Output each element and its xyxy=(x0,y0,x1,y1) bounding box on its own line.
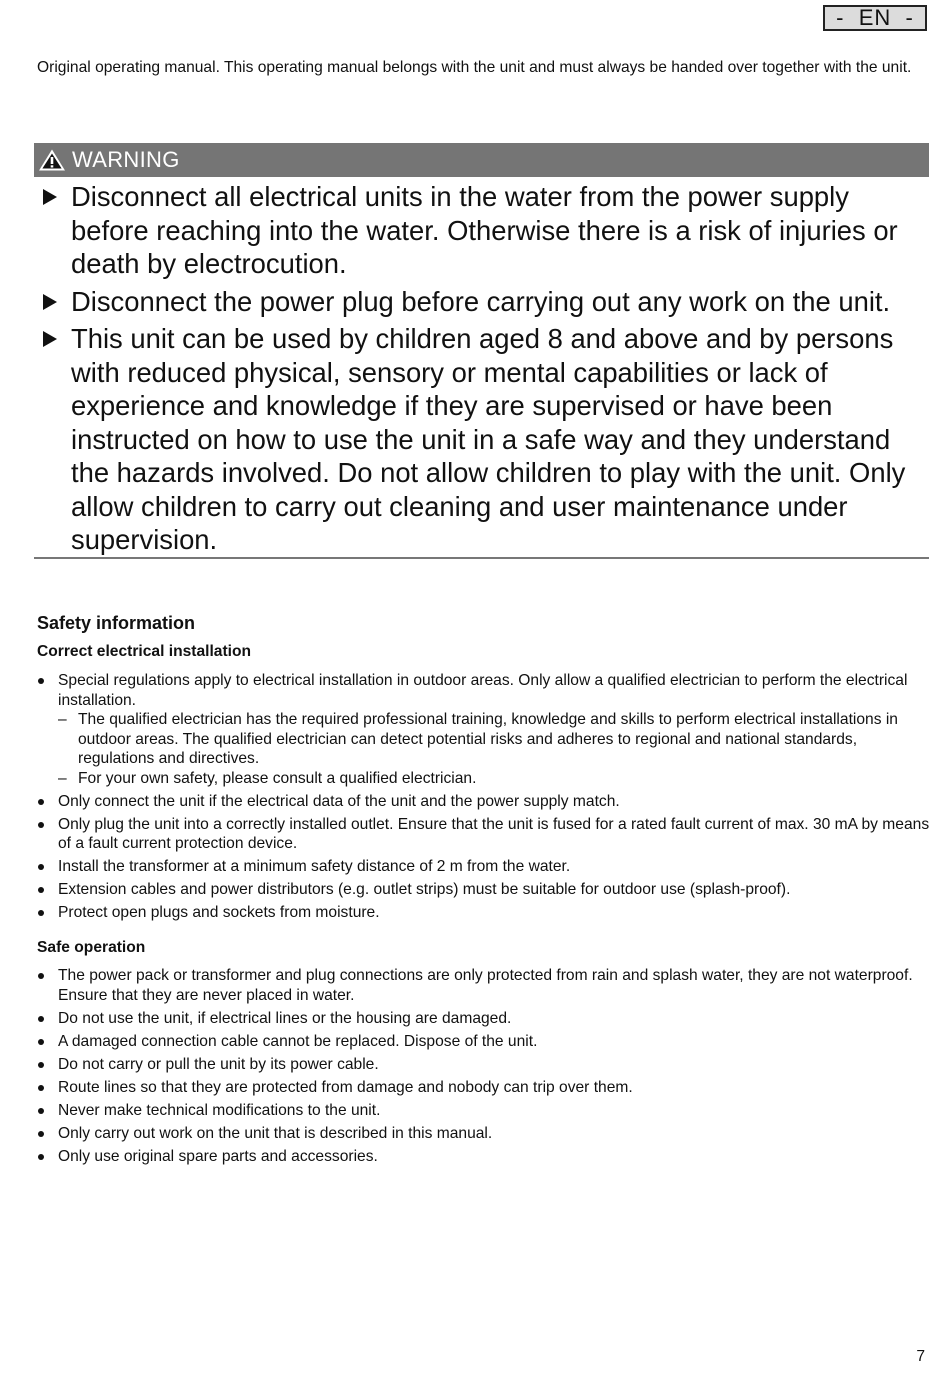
list-item xyxy=(37,1078,930,1098)
bullet-icon xyxy=(38,1108,44,1114)
warning-item-text: Disconnect all electrical units in the water from the power supply before reaching into the water. Otherwise there is a risk of injuries or death by electrocution. xyxy=(71,181,898,279)
list-item-text: Extension cables and power distributors (e.g. outlet strips) must be suitable for outdoor use (splash-proof). xyxy=(58,881,791,898)
list-item-text: Only use original spare parts and accessories. xyxy=(58,1147,378,1165)
list-item-text: The power pack or transformer and plug connections are only protected from rain and splash water, they are not waterproof. Ensure that they are never placed in water. xyxy=(58,967,913,1004)
list-item xyxy=(37,1032,930,1052)
warning-icon xyxy=(38,148,66,172)
bullet-icon xyxy=(38,678,44,684)
warning-item xyxy=(34,285,929,319)
list-item-text: Do not use the unit, if electrical lines or the housing are damaged. xyxy=(58,1009,512,1027)
list-item xyxy=(37,792,930,812)
dash-icon: – xyxy=(58,769,67,787)
list-item-text: Special regulations apply to electrical installation in outdoor areas. Only allow a qualified electrician to perform the electrical installation. xyxy=(58,672,908,709)
page-number: 7 xyxy=(916,1348,925,1365)
bullet-icon xyxy=(38,822,44,828)
list-item-text: Install the transformer at a minimum safety distance of 2 m from the water. xyxy=(58,858,571,875)
safety-section-title: Safety information xyxy=(37,613,196,633)
sub-list-item xyxy=(58,710,930,769)
list-item-text: Only carry out work on the unit that is described in this manual. xyxy=(58,1124,493,1142)
dash-icon: – xyxy=(58,711,67,728)
arrow-bullet-icon xyxy=(43,189,57,205)
warning-divider xyxy=(34,557,929,559)
list-item-text: Protect open plugs and sockets from moisture. xyxy=(58,904,380,921)
bullet-icon xyxy=(38,799,44,805)
warning-header xyxy=(34,143,929,177)
list-item xyxy=(37,903,930,923)
language-tab: - EN - xyxy=(823,5,927,31)
list-item xyxy=(37,880,930,900)
list-item-text: Only connect the unit if the electrical data of the unit and the power supply match. xyxy=(58,792,620,810)
electrical-list xyxy=(37,671,930,926)
intro-text: Original operating manual. This operating manual belongs with the unit and must always be handed over together with the unit. xyxy=(37,59,912,76)
bullet-icon xyxy=(38,1039,44,1045)
list-item xyxy=(37,1009,930,1029)
arrow-bullet-icon xyxy=(43,294,57,310)
bullet-icon xyxy=(38,864,44,870)
bullet-icon xyxy=(38,1085,44,1091)
warning-list xyxy=(34,180,929,561)
bullet-icon xyxy=(38,973,44,979)
arrow-bullet-icon xyxy=(43,331,57,347)
bullet-icon xyxy=(38,1131,44,1137)
operation-subsection-title: Safe operation xyxy=(37,939,146,956)
list-item xyxy=(37,966,930,1005)
warning-title: WARNING xyxy=(72,147,180,172)
list-item xyxy=(37,1055,930,1075)
sub-list-item-text: For your own safety, please consult a qualified electrician. xyxy=(78,769,477,787)
list-item-text: Never make technical modifications to the unit. xyxy=(58,1101,381,1119)
bullet-icon xyxy=(38,1016,44,1022)
list-item xyxy=(37,815,930,854)
bullet-icon xyxy=(38,1062,44,1068)
list-item xyxy=(37,1147,930,1167)
operation-list xyxy=(37,966,930,1170)
list-item xyxy=(37,857,930,877)
bullet-icon xyxy=(38,910,44,916)
sub-list xyxy=(58,710,930,788)
list-item-text: A damaged connection cable cannot be replaced. Dispose of the unit. xyxy=(58,1032,538,1050)
list-item-text: Do not carry or pull the unit by its power cable. xyxy=(58,1055,379,1073)
list-item xyxy=(37,1101,930,1121)
warning-item xyxy=(34,322,929,557)
sub-list-item xyxy=(58,769,930,789)
sub-list-item-text: The qualified electrician has the required professional training, knowledge and skills to perform electrical installations in outdoor areas. The qualified electrician can detect potential risks and adheres to regional and national standards, regulations and directives. xyxy=(78,711,898,767)
warning-item-text: This unit can be used by children aged 8 and above and by persons with reduced physical, sensory or mental capabilities or lack of experience and knowledge if they are supervised or have been instructed on how to use the unit in a safe way and they understand the hazards involved. Do not allow children to play with the unit. Only allow children to carry out cleaning and user maintenance under supervision. xyxy=(71,323,906,555)
bullet-icon xyxy=(38,1154,44,1160)
list-item xyxy=(37,1124,930,1144)
list-item-text: Only plug the unit into a correctly installed outlet. Ensure that the unit is fused for a rated fault current of max. 30 mA by means of a fault current protection device. xyxy=(58,815,930,852)
electrical-subsection-title: Correct electrical installation xyxy=(37,643,252,660)
warning-item xyxy=(34,180,929,281)
list-item-text: Route lines so that they are protected from damage and nobody can trip over them. xyxy=(58,1078,633,1096)
warning-item-text: Disconnect the power plug before carrying out any work on the unit. xyxy=(71,285,891,317)
list-item xyxy=(37,671,930,788)
bullet-icon xyxy=(38,887,44,893)
